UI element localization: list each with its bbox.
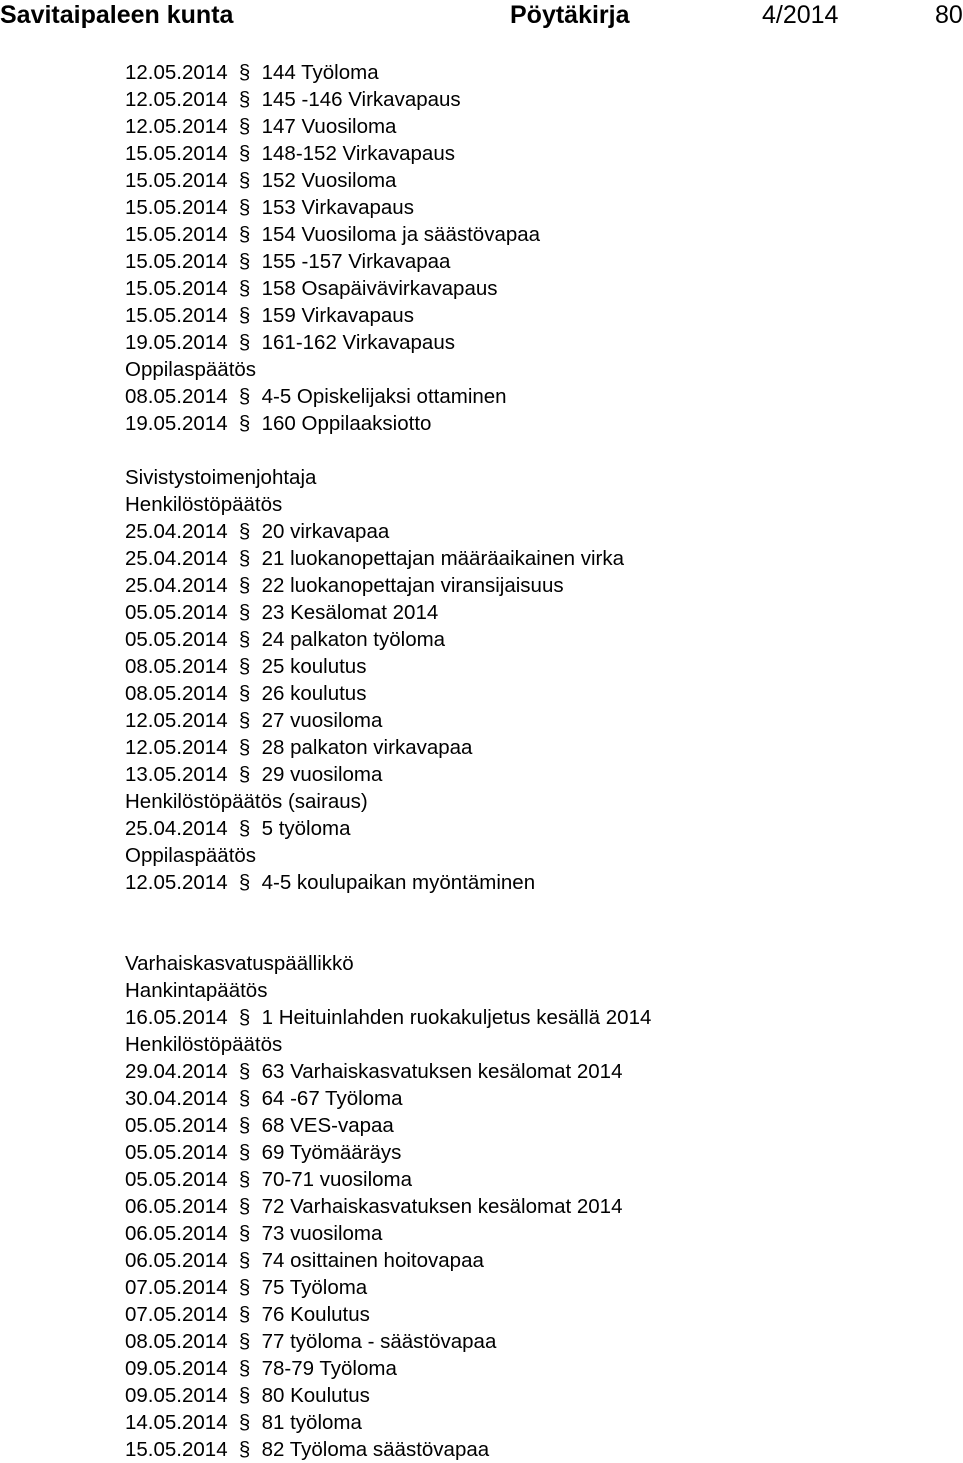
- section-symbol: §: [238, 1195, 251, 1218]
- decision-date: 06.05.2014: [125, 1222, 228, 1245]
- decision-entry: [125, 221, 945, 248]
- decision-text: 1 Heituinlahden ruokakuljetus kesällä 2014: [261, 1006, 652, 1029]
- section-symbol: §: [238, 709, 251, 732]
- decision-date: 14.05.2014: [125, 1411, 228, 1434]
- decision-entry: [125, 707, 945, 734]
- decision-text: 27 vuosiloma: [261, 709, 383, 732]
- decision-text: 160 Oppilaaksiotto: [261, 412, 432, 435]
- decision-entry: [125, 1139, 945, 1166]
- section-symbol: §: [238, 115, 251, 138]
- decision-text: 70-71 vuosiloma: [261, 1168, 413, 1191]
- decision-date: 25.04.2014: [125, 520, 228, 543]
- decision-date: 29.04.2014: [125, 1060, 228, 1083]
- decision-entry: [125, 734, 945, 761]
- section-symbol: §: [238, 682, 251, 705]
- section-symbol: §: [238, 1249, 251, 1272]
- decision-text: 24 palkaton työloma: [261, 628, 446, 651]
- decision-date: 08.05.2014: [125, 655, 228, 678]
- section-symbol: §: [238, 61, 251, 84]
- decision-entry: [125, 1112, 945, 1139]
- decision-entry: [125, 140, 945, 167]
- decision-entry: [125, 1247, 945, 1274]
- decision-date: 05.05.2014: [125, 1114, 228, 1137]
- decision-date: 15.05.2014: [125, 223, 228, 246]
- organization-name: Savitaipaleen kunta: [0, 1, 234, 29]
- decision-text: 75 Työloma: [261, 1276, 368, 1299]
- decision-entry: [125, 1328, 945, 1355]
- decision-text: 72 Varhaiskasvatuksen kesälomat 2014: [261, 1195, 623, 1218]
- decision-text: 73 vuosiloma: [261, 1222, 383, 1245]
- decision-text: 64 -67 Työloma: [261, 1087, 403, 1110]
- section-symbol: §: [238, 655, 251, 678]
- section-symbol: §: [238, 1357, 251, 1380]
- decision-block: [125, 464, 945, 896]
- decision-entry: [125, 248, 945, 275]
- section-symbol: §: [238, 1303, 251, 1326]
- decision-entry: [125, 86, 945, 113]
- decision-text: 63 Varhaiskasvatuksen kesälomat 2014: [261, 1060, 623, 1083]
- section-symbol: §: [238, 1114, 251, 1137]
- decision-text: 158 Osapäivävirkavapaus: [261, 277, 498, 300]
- decision-date: 12.05.2014: [125, 115, 228, 138]
- section-symbol: §: [238, 304, 251, 327]
- decision-text: 144 Työloma: [261, 61, 379, 84]
- meeting-number: 4/2014: [762, 1, 839, 29]
- section-heading: Sivistystoimenjohtaja: [125, 466, 317, 489]
- decision-date: 15.05.2014: [125, 142, 228, 165]
- decision-entry: [125, 869, 945, 896]
- section-heading: Henkilöstöpäätös: [125, 1033, 283, 1056]
- decision-entry: [125, 653, 945, 680]
- decision-entry: [125, 1166, 945, 1193]
- section-symbol: §: [238, 763, 251, 786]
- decision-entry: [125, 113, 945, 140]
- decision-date: 12.05.2014: [125, 871, 228, 894]
- decision-entry: [125, 1436, 945, 1463]
- section-symbol: §: [238, 412, 251, 435]
- section-heading: Henkilöstöpäätös: [125, 493, 283, 516]
- decision-entry: [125, 1382, 945, 1409]
- decision-date: 07.05.2014: [125, 1276, 228, 1299]
- decision-date: 05.05.2014: [125, 628, 228, 651]
- decision-entry: [125, 1301, 945, 1328]
- decision-date: 05.05.2014: [125, 1168, 228, 1191]
- decision-text: 78-79 Työloma: [261, 1357, 397, 1380]
- decision-date: 08.05.2014: [125, 385, 228, 408]
- section-symbol: §: [238, 88, 251, 111]
- decision-entry: [125, 194, 945, 221]
- decision-entry: [125, 1355, 945, 1382]
- decision-text: 4-5 Opiskelijaksi ottaminen: [261, 385, 507, 408]
- section-symbol: §: [238, 223, 251, 246]
- section-symbol: §: [238, 871, 251, 894]
- decision-entry: [125, 1004, 945, 1031]
- decision-text: 25 koulutus: [261, 655, 367, 678]
- section-symbol: §: [238, 547, 251, 570]
- decision-text: 69 Työmääräys: [261, 1141, 402, 1164]
- section-symbol: §: [238, 142, 251, 165]
- document-type: Pöytäkirja: [510, 1, 630, 29]
- decision-date: 13.05.2014: [125, 763, 228, 786]
- decision-date: 07.05.2014: [125, 1303, 228, 1326]
- section-heading: Oppilaspäätös: [125, 844, 257, 867]
- block-spacer: [125, 896, 945, 950]
- block-spacer: [125, 437, 945, 464]
- section-symbol: §: [238, 520, 251, 543]
- section-symbol: §: [238, 601, 251, 624]
- section-symbol: §: [238, 1276, 251, 1299]
- decision-text: 153 Virkavapaus: [261, 196, 414, 219]
- decision-text: 77 työloma - säästövapaa: [261, 1330, 497, 1353]
- decision-entry: [125, 680, 945, 707]
- decision-text: 161-162 Virkavapaus: [261, 331, 455, 354]
- section-symbol: §: [238, 1438, 251, 1461]
- section-symbol: §: [238, 1060, 251, 1083]
- decision-entry: [125, 572, 945, 599]
- decision-entry: [125, 1409, 945, 1436]
- decision-block: [125, 950, 945, 1463]
- decision-entry: [125, 383, 945, 410]
- section-symbol: §: [238, 1087, 251, 1110]
- decision-text: 152 Vuosiloma: [261, 169, 397, 192]
- section-symbol: §: [238, 331, 251, 354]
- decision-entry: [125, 302, 945, 329]
- decision-date: 09.05.2014: [125, 1384, 228, 1407]
- decision-date: 08.05.2014: [125, 1330, 228, 1353]
- decision-entry: [125, 329, 945, 356]
- decision-date: 15.05.2014: [125, 304, 228, 327]
- decision-entry: [125, 518, 945, 545]
- section-symbol: §: [238, 1168, 251, 1191]
- section-symbol: §: [238, 574, 251, 597]
- decision-entry: [125, 599, 945, 626]
- decision-text: 148-152 Virkavapaus: [261, 142, 455, 165]
- decision-block: [125, 59, 945, 437]
- decision-text: 147 Vuosiloma: [261, 115, 397, 138]
- decision-text: 22 luokanopettajan viransijaisuus: [261, 574, 564, 597]
- decision-date: 05.05.2014: [125, 601, 228, 624]
- decision-date: 25.04.2014: [125, 574, 228, 597]
- decision-date: 05.05.2014: [125, 1141, 228, 1164]
- decision-date: 08.05.2014: [125, 682, 228, 705]
- decision-entry: [125, 1193, 945, 1220]
- decision-text: 29 vuosiloma: [261, 763, 383, 786]
- decision-text: 5 työloma: [261, 817, 351, 840]
- section-symbol: §: [238, 1330, 251, 1353]
- decision-entry: [125, 1058, 945, 1085]
- decision-entry: [125, 59, 945, 86]
- decision-date: 15.05.2014: [125, 250, 228, 273]
- decision-date: 12.05.2014: [125, 61, 228, 84]
- decision-entry: [125, 410, 945, 437]
- page-header: [0, 0, 963, 30]
- decision-entry: [125, 815, 945, 842]
- decision-date: 15.05.2014: [125, 277, 228, 300]
- decision-entry: [125, 545, 945, 572]
- decision-date: 25.04.2014: [125, 817, 228, 840]
- decision-text: 23 Kesälomat 2014: [261, 601, 439, 624]
- decision-text: 80 Koulutus: [261, 1384, 370, 1407]
- section-symbol: §: [238, 817, 251, 840]
- section-symbol: §: [238, 1384, 251, 1407]
- decision-date: 15.05.2014: [125, 1438, 228, 1461]
- section-symbol: §: [238, 1411, 251, 1434]
- section-heading: Hankintapäätös: [125, 979, 268, 1002]
- decision-entry: [125, 275, 945, 302]
- decision-date: 16.05.2014: [125, 1006, 228, 1029]
- section-heading: Varhaiskasvatuspäällikkö: [125, 952, 354, 975]
- decision-text: 155 -157 Virkavapaa: [261, 250, 451, 273]
- decision-text: 68 VES-vapaa: [261, 1114, 394, 1137]
- section-symbol: §: [238, 1141, 251, 1164]
- decision-date: 12.05.2014: [125, 88, 228, 111]
- decision-text: 74 osittainen hoitovapaa: [261, 1249, 484, 1272]
- decision-text: 20 virkavapaa: [261, 520, 390, 543]
- section-symbol: §: [238, 1006, 251, 1029]
- decision-date: 19.05.2014: [125, 331, 228, 354]
- section-symbol: §: [238, 628, 251, 651]
- decision-text: 81 työloma: [261, 1411, 362, 1434]
- decision-text: 145 -146 Virkavapaus: [261, 88, 461, 111]
- section-symbol: §: [238, 1222, 251, 1245]
- decision-list: [125, 59, 945, 1463]
- decision-text: 26 koulutus: [261, 682, 367, 705]
- decision-text: 154 Vuosiloma ja säästövapaa: [261, 223, 541, 246]
- section-heading: Oppilaspäätös: [125, 358, 257, 381]
- decision-entry: [125, 1274, 945, 1301]
- decision-date: 30.04.2014: [125, 1087, 228, 1110]
- decision-text: 159 Virkavapaus: [261, 304, 414, 327]
- decision-date: 15.05.2014: [125, 196, 228, 219]
- decision-entry: [125, 1220, 945, 1247]
- decision-date: 12.05.2014: [125, 736, 228, 759]
- decision-text: 76 Koulutus: [261, 1303, 370, 1326]
- section-symbol: §: [238, 385, 251, 408]
- section-symbol: §: [238, 277, 251, 300]
- decision-date: 06.05.2014: [125, 1249, 228, 1272]
- decision-entry: [125, 167, 945, 194]
- decision-date: 12.05.2014: [125, 709, 228, 732]
- section-symbol: §: [238, 250, 251, 273]
- decision-date: 19.05.2014: [125, 412, 228, 435]
- decision-entry: [125, 626, 945, 653]
- decision-date: 15.05.2014: [125, 169, 228, 192]
- decision-text: 28 palkaton virkavapaa: [261, 736, 473, 759]
- decision-date: 25.04.2014: [125, 547, 228, 570]
- page-number: 80: [935, 1, 963, 29]
- decision-date: 09.05.2014: [125, 1357, 228, 1380]
- section-symbol: §: [238, 169, 251, 192]
- section-heading: Henkilöstöpäätös (sairaus): [125, 790, 368, 813]
- decision-text: 4-5 koulupaikan myöntäminen: [261, 871, 536, 894]
- section-symbol: §: [238, 736, 251, 759]
- decision-text: 82 Työloma säästövapaa: [261, 1438, 490, 1461]
- section-symbol: §: [238, 196, 251, 219]
- decision-entry: [125, 761, 945, 788]
- decision-text: 21 luokanopettajan määräaikainen virka: [261, 547, 625, 570]
- decision-entry: [125, 1085, 945, 1112]
- decision-date: 06.05.2014: [125, 1195, 228, 1218]
